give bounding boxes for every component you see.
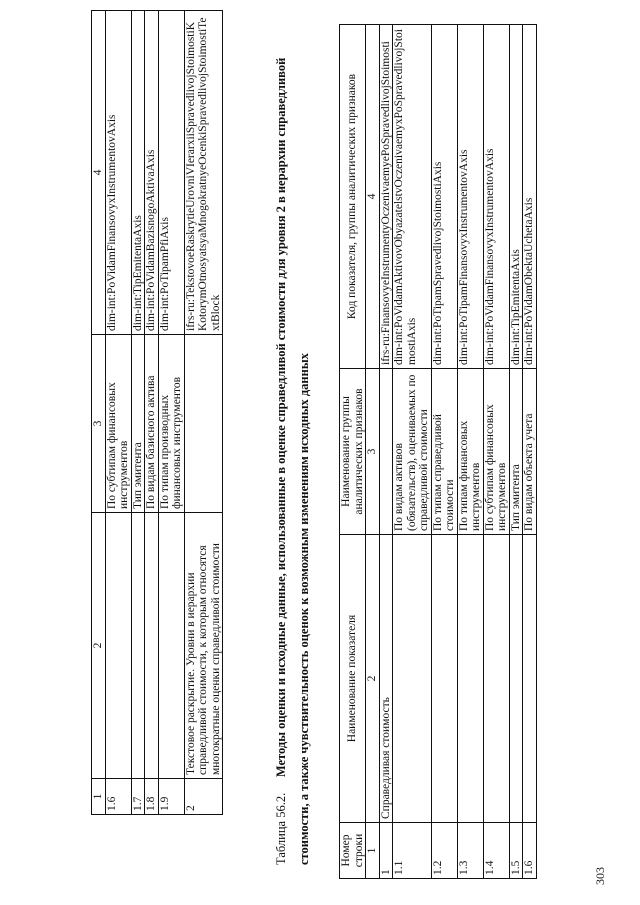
header-group-name: Наименование группы аналитических признаков bbox=[340, 369, 366, 535]
table-caption bbox=[270, 45, 316, 865]
header-row-number: Номер строки bbox=[340, 823, 366, 879]
row-number: 2 bbox=[184, 779, 223, 815]
indicator-name bbox=[393, 535, 432, 823]
header-code: Код показателя, группы аналитических признаков bbox=[340, 25, 366, 369]
main-table bbox=[339, 24, 537, 879]
row-number: 1.7 bbox=[131, 779, 145, 815]
col-number: 3 bbox=[366, 369, 380, 535]
indicator-name bbox=[509, 535, 523, 823]
row-number: 1.6 bbox=[523, 823, 537, 879]
table-colnum-row bbox=[366, 25, 380, 879]
col-number: 2 bbox=[92, 513, 106, 779]
table-row bbox=[431, 25, 457, 879]
indicator-code: dim-int:TipEmitentaAxis bbox=[509, 25, 523, 369]
col-number: 1 bbox=[92, 779, 106, 815]
row-number: 1.9 bbox=[158, 779, 184, 815]
row-number: 1.3 bbox=[457, 823, 483, 879]
table-header-row bbox=[92, 11, 106, 815]
group-name: По типам финансовых инструментов bbox=[457, 369, 483, 535]
row-number: 1.4 bbox=[483, 823, 509, 879]
group-name: По видам базисного актива bbox=[145, 335, 159, 513]
row-number: 1.2 bbox=[431, 823, 457, 879]
indicator-name bbox=[431, 535, 457, 823]
table-row bbox=[523, 25, 537, 879]
col-number: 4 bbox=[92, 11, 106, 335]
indicator-code: ifrs-ru:FinansovyeInstrumentyOczenivaemyePoSpravedlivojStoimosti bbox=[379, 25, 393, 369]
col-number: 1 bbox=[366, 823, 380, 879]
indicator-code: dim-int:TipEmitentaAxis bbox=[131, 11, 145, 335]
group-name: По видам активов (обязательств), оцениваемых по справедливой стоимости bbox=[393, 369, 432, 535]
indicator-code: dim-int:PoVidamObektaUchetaAxis bbox=[523, 25, 537, 369]
indicator-code: dim-int:PoVidamFinansovyxInstrumentovAxis bbox=[483, 25, 509, 369]
table-row bbox=[393, 25, 432, 879]
col-number: 3 bbox=[92, 335, 106, 513]
caption-label: Таблица 56.2. bbox=[274, 792, 288, 865]
row-number: 1.8 bbox=[145, 779, 159, 815]
caption-title: Методы оценки и исходные данные, использованные в оценке справедливой стоимости для уровня 2 в иерархии справедливой стоимости, а также чувствительность оценок к возможным изменениям исходных данных bbox=[274, 57, 311, 865]
col-number: 2 bbox=[366, 535, 380, 823]
group-name bbox=[379, 369, 393, 535]
indicator-name bbox=[131, 513, 145, 779]
group-name: По типам справедливой стоимости bbox=[431, 369, 457, 535]
table-row bbox=[509, 25, 523, 879]
indicator-name bbox=[483, 535, 509, 823]
group-name bbox=[184, 335, 223, 513]
indicator-code: dim-int:PoVidamFinansovyxInstrumentovAxis bbox=[105, 11, 131, 335]
indicator-name bbox=[158, 513, 184, 779]
group-name: По видам объекта учета bbox=[523, 369, 537, 535]
group-name: Тип эмитента bbox=[131, 335, 145, 513]
row-number: 1.5 bbox=[509, 823, 523, 879]
page-number: 303 bbox=[593, 867, 607, 885]
top-table bbox=[91, 10, 223, 815]
col-number: 4 bbox=[366, 25, 380, 369]
table-row bbox=[158, 11, 184, 815]
table-row bbox=[379, 25, 393, 879]
group-name: По типам производных финансовых инструментов bbox=[158, 335, 184, 513]
indicator-code: dim-int:PoVidamAktivovObyazatelstvOczenivaemyxPoSpravedlivojStoimostiAxis bbox=[393, 25, 432, 369]
indicator-code: dim-int:PoTipamPfiAxis bbox=[158, 11, 184, 335]
group-name: Тип эмитента bbox=[509, 369, 523, 535]
table-header-row bbox=[340, 25, 366, 879]
table-row bbox=[184, 11, 223, 815]
indicator-code: dim-int:PoVidamBazisnogoAktivaAxis bbox=[145, 11, 159, 335]
group-name: По субтипам финансовых инструментов bbox=[105, 335, 131, 513]
indicator-name: Справедливая стоимость bbox=[379, 535, 393, 823]
row-number: 1.1 bbox=[393, 823, 432, 879]
indicator-code: ifrs-ru:TekstovoeRaskrytieUrovniVIerarxiiSpravedlivojStoimostiKKotorymOtnosyatsyaMnogokratnyeOcenkiSpravedlivojStoimostiTextBlock bbox=[184, 11, 223, 335]
indicator-name: Текстовое раскрытие. Уровни в иерархии справедливой стоимости, к которым относятся многократные оценки справедливой стоимости bbox=[184, 513, 223, 779]
table-row bbox=[483, 25, 509, 879]
row-number: 1 bbox=[379, 823, 393, 879]
indicator-name bbox=[145, 513, 159, 779]
header-indicator-name: Наименование показателя bbox=[340, 535, 366, 823]
table-row bbox=[457, 25, 483, 879]
indicator-code: dim-int:PoTipamFinansovyxInstrumentovAxis bbox=[457, 25, 483, 369]
table-row bbox=[105, 11, 131, 815]
indicator-code: dim-int:PoTipamSpravedlivojStoimostiAxis bbox=[431, 25, 457, 369]
table-row bbox=[131, 11, 145, 815]
group-name: По субтипам финансовых инструментов bbox=[483, 369, 509, 535]
indicator-name bbox=[105, 513, 131, 779]
indicator-name bbox=[523, 535, 537, 823]
indicator-name bbox=[457, 535, 483, 823]
row-number: 1.6 bbox=[105, 779, 131, 815]
table-row bbox=[145, 11, 159, 815]
